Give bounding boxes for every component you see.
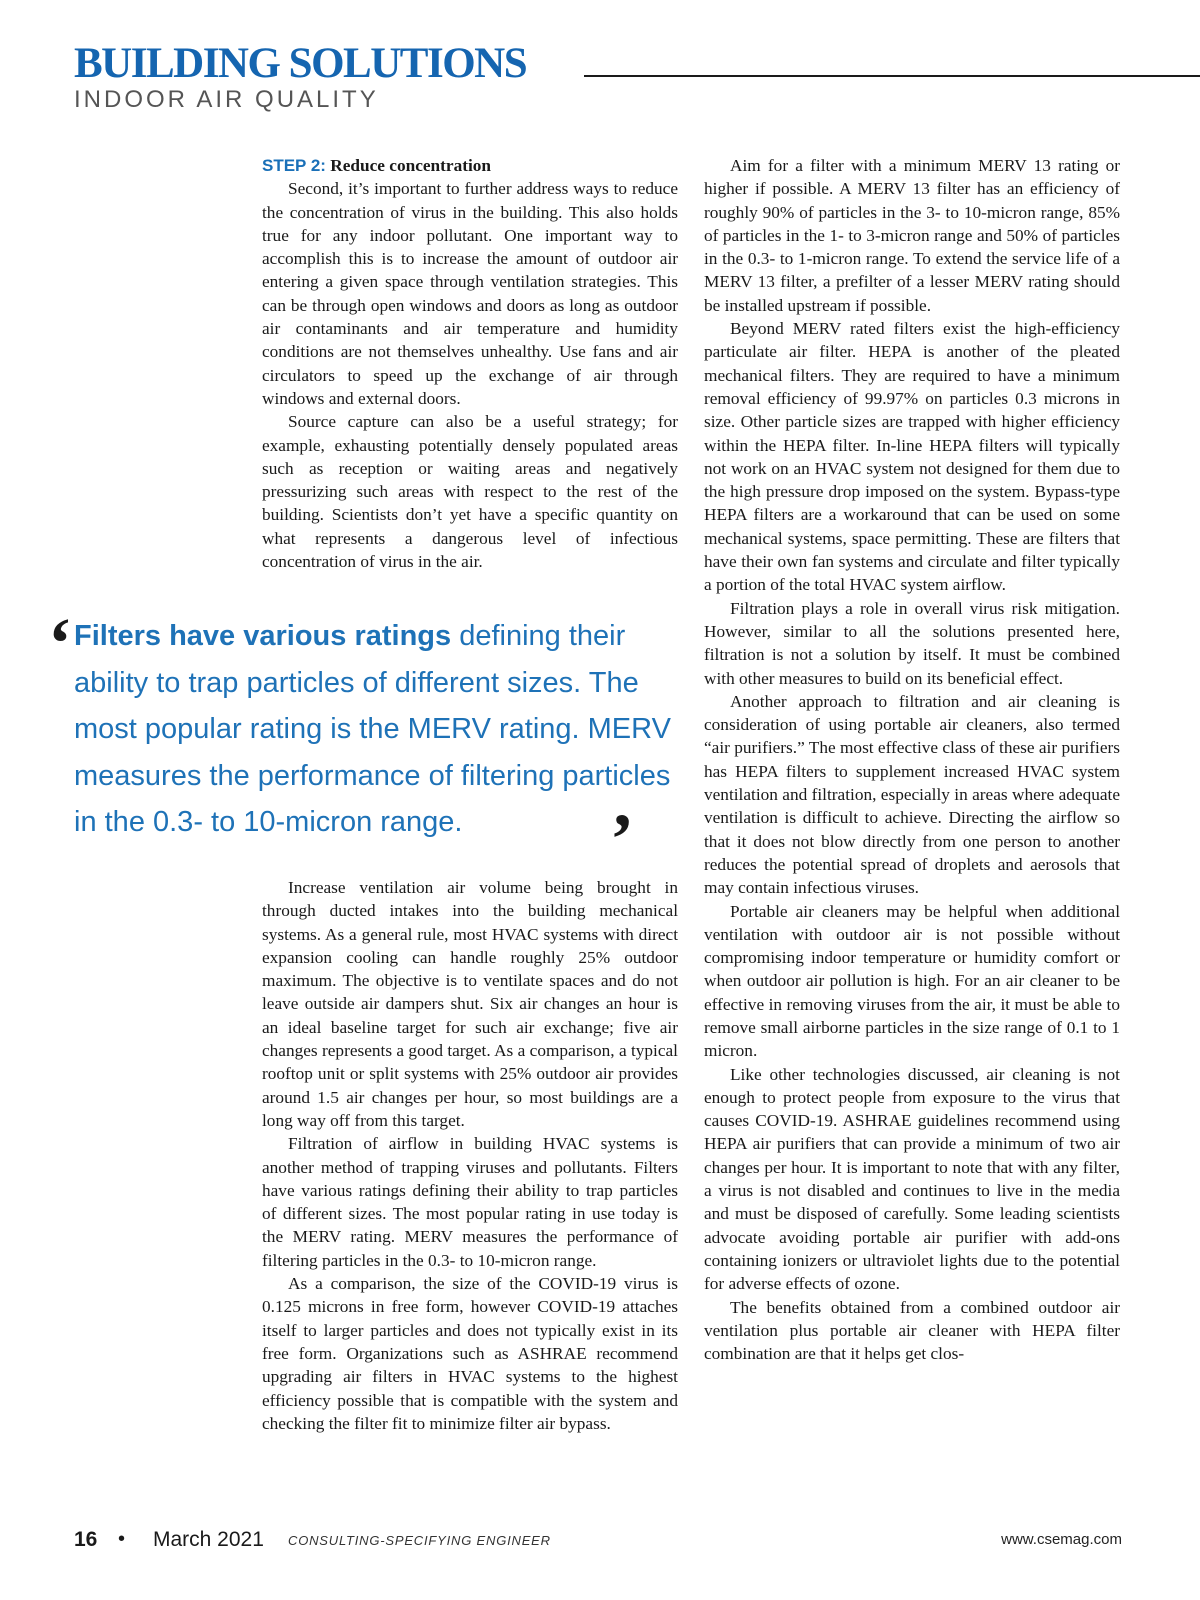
article-column-1	[262, 154, 678, 573]
page-number: 16	[74, 1528, 98, 1551]
paragraph: Second, it’s important to further address ways to reduce the concentration of virus in the building. This also holds true for any indoor pollutant. One important way to accomplish this is to increase the amount of outdoor air entering a given space through ventilation strategies. This can be through open windows and doors as long as outdoor air contaminants and air temperature and humidity conditions are not themselves unhealthy. Use fans and air circulators to speed up the exchange of air through windows and external doors.	[262, 179, 678, 408]
paragraph: Source capture can also be a useful strategy; for example, exhausting potentially densely populated areas such as reception or waiting areas and negatively pressurizing such areas with respect to the rest of the building. Scientists don’t yet have a specific quantity on what represents a dangerous level of infectious concentration of virus in the air.	[262, 412, 678, 572]
pull-quote	[48, 603, 678, 879]
masthead	[74, 42, 1200, 122]
paragraph: Increase ventilation air volume being brought in through ducted intakes into the building mechanical systems. As a general rule, most HVAC systems with direct expansion cooling can handle roughly 25% outdoor maximum. The objective is to ventilate spaces and do not leave outside air dampers shut. Six air changes an hour is an ideal baseline target for such air exchange; five air changes represents a good target. As a comparison, a typical rooftop unit or split systems with 25% outdoor air provides around 1.5 air changes per hour, so most buildings are a long way off from this target.	[262, 878, 678, 1130]
page-footer	[74, 1528, 1122, 1558]
website-url[interactable]: www.csemag.com	[1001, 1531, 1122, 1548]
step-title: Reduce concentration	[330, 156, 492, 175]
section-subtitle: INDOOR AIR QUALITY	[74, 86, 379, 113]
step-label: STEP 2:	[262, 156, 326, 175]
close-quote-mark: ’	[610, 799, 634, 879]
paragraph: Like other technologies discussed, air cleaning is not enough to protect people from exposure to the virus that causes COVID-19. ASHRAE guidelines recommend using HEPA air purifiers that can provide a minimum of two air changes per hour. It is important to note that with any filter, a virus is not disabled and continues to live in the media and must be disposed of carefully. Some leading scientists advocate avoiding portable air purifier with add-ons containing ionizers or ultraviolet lights due to the potential for adverse effects of ozone.	[704, 1064, 1120, 1294]
article-column-3	[704, 154, 1120, 1365]
publication-name: CONSULTING-SPECIFYING ENGINEER	[288, 1533, 551, 1548]
paragraph: Filtration of airflow in building HVAC systems is another method of trapping viruses and pollutants. Filters have various ratings defining their ability to trap particles of different sizes. The most popular rating in use today is the MERV rating. MERV measures the performance of filtering particles in the 0.3- to 10-micron range.	[262, 1134, 678, 1270]
paragraph: The benefits obtained from a combined outdoor air ventilation plus portable air cleaner with HEPA filter combination are that it helps get clos-	[704, 1297, 1120, 1364]
header-rule	[584, 75, 1200, 77]
open-quote-mark: ‘	[48, 603, 72, 683]
article-column-2	[262, 876, 678, 1435]
paragraph: Aim for a filter with a minimum MERV 13 rating or higher if possible. A MERV 13 filter has an efficiency of roughly 90% of particles in the 3- to 10-micron range, 85% of particles in the 1- to 3-micron range and 50% of particles in the 0.3- to 1-micron range. To extend the service life of a MERV 13 filter, a prefilter of a lesser MERV rating should be installed upstream if possible.	[704, 156, 1120, 315]
paragraph: Filtration plays a role in overall virus risk mitigation. However, similar to all the solutions presented here, filtration is not a solution by itself. It must be combined with other measures to build on its beneficial effect.	[704, 598, 1120, 688]
issue-date: March 2021	[153, 1528, 264, 1551]
step-heading	[262, 154, 678, 177]
section-title: BUILDING SOLUTIONS	[74, 40, 527, 87]
pull-quote-text	[74, 613, 684, 846]
paragraph: Beyond MERV rated filters exist the high-efficiency particulate air filter. HEPA is another of the pleated mechanical filters. They are required to have a minimum removal efficiency of 99.97% on particles 0.3 microns in size. Other particle sizes are trapped with higher efficiency within the HEPA filter. In-line HEPA filters will typically not work on an HVAC system not designed for them due to the high pressure drop imposed on the system. Bypass-type HEPA filters are a workaround that can be used on some mechanical systems, space permitting. These are filters that have their own fan systems and circulate and filter typically a portion of the total HVAC system airflow.	[704, 319, 1120, 595]
pull-quote-body: defining their ability to trap particles of different sizes. The most popular rating is the MERV rating. MERV measures the performance of filtering particles in the 0.3- to 10-micron range.	[74, 620, 671, 838]
paragraph: Portable air cleaners may be helpful when additional ventilation with outdoor air is not possible without compromising indoor temperature or humidity comfort or when outdoor air pollution is high. For an air cleaner to be effective in removing viruses from the air, it must be able to remove small airborne particles in the size range of 0.1 to 1 micron.	[704, 901, 1120, 1061]
paragraph: As a comparison, the size of the COVID-19 virus is 0.125 microns in free form, however COVID-19 attaches itself to larger particles and does not typically exist in its free form. Organizations such as ASHRAE recommend upgrading air filters in HVAC systems to the highest efficiency possible that is compatible with the system and checking the filter fit to minimize filter air bypass.	[262, 1274, 678, 1433]
pull-quote-emphasis: Filters have various ratings	[74, 620, 452, 652]
footer-bullet: •	[118, 1528, 126, 1550]
paragraph: Another approach to filtration and air cleaning is consideration of using portable air cleaners, also termed “air purifiers.” The most effective class of these air purifiers has HEPA filters to supplement increased HVAC system ventilation and filtration, especially in areas where adequate ventilation is difficult to achieve. Directing the airflow so that it does not blow directly from one person to another reduces the potential spread of droplets and aerosols that may contain infectious viruses.	[704, 691, 1120, 898]
